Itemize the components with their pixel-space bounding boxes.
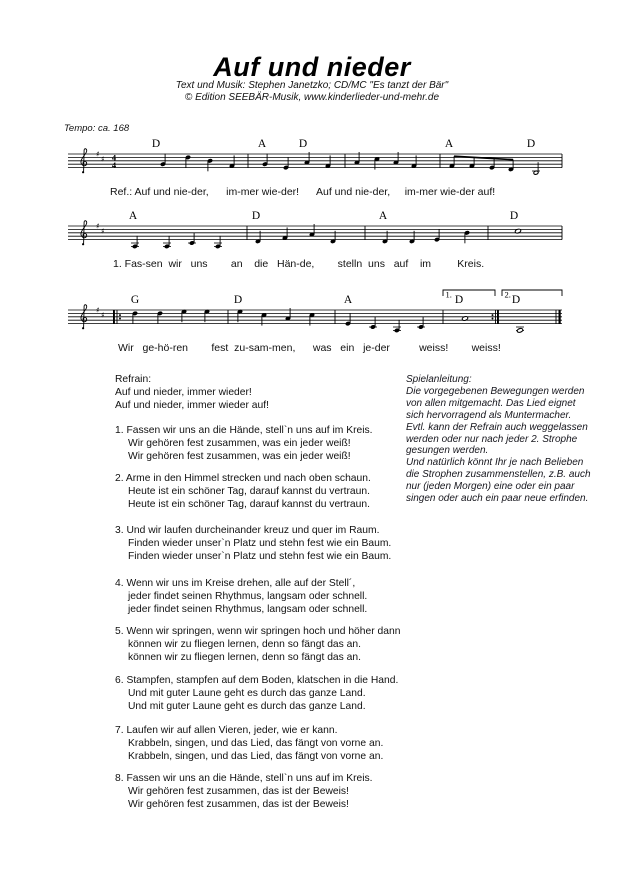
verse-line: 8. Fassen wir uns an die Hände, stell`n uns auf im Kreis. (115, 773, 373, 784)
note (464, 231, 469, 244)
final-barline (559, 310, 561, 324)
note (393, 320, 401, 333)
verse-line: 4. Wenn wir uns im Kreise drehen, alle auf der Stell´, (115, 578, 356, 589)
verse-line: jeder findet seinen Rhythmus, langsam oder schnell. (128, 604, 368, 615)
note (345, 313, 350, 326)
treble-clef-icon (82, 243, 84, 245)
play-instructions-line: gesungen werden. (406, 445, 489, 457)
play-instructions-line: sich hervorragend als Muntermacher. (406, 409, 572, 421)
treble-clef-icon (81, 221, 87, 244)
time-signature-numerator: 4 (111, 152, 117, 163)
staff-1-lyrics: Ref.: Auf und nie-der, im-mer wie-der! Auf und nie-der, im-mer wie-der auf! (110, 186, 496, 198)
play-instructions-line: die Strophen zusammenstellen, z.B. auch (406, 469, 591, 481)
play-instructions-line: Und natürlich könnt Ihr je nach Belieben (406, 457, 584, 469)
note (434, 229, 439, 242)
verse-line: 6. Stampfen, stampfen auf dem Boden, klatschen in die Hand. (115, 675, 399, 686)
verse-block (115, 524, 425, 563)
verse-line: Finden wieder unser`n Platz und stehn fest wie ein Baum. (128, 551, 392, 562)
chord-symbol: D (151, 138, 161, 150)
sharp-sign: ♯ (101, 226, 105, 236)
verse-line: 5. Wenn wir springen, wenn wir springen hoch und höher dann (115, 626, 401, 637)
note (157, 311, 162, 324)
begin-repeat-bar (113, 310, 115, 324)
verse-block (115, 625, 425, 664)
play-instructions-title: Spielanleitung: (406, 374, 472, 385)
note (207, 159, 212, 172)
verse-block (115, 772, 425, 811)
chord-symbol: G (130, 294, 140, 306)
verse-line: 2. Arme in den Himmel strecken und nach oben schaun. (115, 473, 371, 484)
refrain-block (115, 373, 269, 412)
staff-3-lyrics: Wir ge-hö-ren fest zu-sam-men, was ein je-der weiss! weiss! (118, 342, 501, 354)
beam (454, 155, 513, 160)
credit-line-1: Text und Musik: Stephen Janetzko; CD/MC "Es tanzt der Bär" (175, 80, 449, 91)
verse-block (115, 724, 425, 763)
verse-line: Krabbeln, singen, und das Lied, das fängt von vorne an. (128, 751, 384, 762)
note (131, 236, 139, 249)
treble-clef-icon (81, 305, 87, 328)
verse-line: Und mit guter Laune geht es durch das ganze Land. (128, 688, 366, 699)
tempo-marking: Tempo: ca. 168 (64, 123, 130, 134)
note (369, 317, 377, 330)
chord-symbol: D (526, 138, 536, 150)
volta-number: 1. (445, 289, 452, 300)
note (417, 317, 425, 330)
song-title: Auf und nieder (213, 52, 411, 82)
chord-symbol: D (509, 210, 519, 222)
verse-line: Heute ist ein schöner Tag, darauf kannst du vertraun. (128, 486, 370, 497)
verse-block (115, 424, 425, 463)
note (283, 157, 288, 170)
note (516, 327, 524, 333)
verse-line: 3. Und wir laufen durcheinander kreuz und quer im Raum. (115, 525, 380, 536)
note (188, 233, 196, 246)
verse-block (115, 577, 425, 616)
note (160, 154, 165, 167)
chord-symbol: A (257, 138, 267, 150)
note (185, 155, 190, 168)
verse-line: können wir zu fliegen lernen, denn so fängt das an. (128, 652, 361, 663)
refrain-line: Auf und nieder, immer wieder! (115, 387, 252, 398)
play-instructions-line: nur (jeden Morgen) eine oder ein paar (406, 481, 575, 493)
play-instructions-line: Die vorgegebenen Bewegungen werden (406, 385, 585, 397)
sharp-sign: ♯ (101, 310, 105, 320)
repeat-dot (119, 314, 121, 316)
chord-symbol: D (251, 210, 261, 222)
verse-line: Krabbeln, singen, und das Lied, das fängt von vorne an. (128, 738, 384, 749)
play-instructions-line: Evtl. kann der Refrain auch weggelassen (406, 421, 588, 433)
verse-block (115, 472, 425, 511)
verse-line: Finden wieder unser`n Platz und stehn fest wie ein Baum. (128, 538, 392, 549)
play-instructions (406, 374, 611, 505)
repeat-dot (492, 314, 494, 316)
repeat-dot (492, 318, 494, 320)
chord-symbol: D (511, 294, 521, 306)
sharp-sign: ♯ (96, 149, 100, 159)
sharp-sign: ♯ (101, 154, 105, 164)
verse-line: können wir zu fliegen lernen, denn so fängt das an. (128, 639, 361, 650)
chord-symbol: A (378, 210, 388, 222)
chord-symbol: A (343, 294, 353, 306)
verse-line: 1. Fassen wir uns an die Hände, stell`n uns auf im Kreis. (115, 425, 373, 436)
chord-symbol: D (298, 138, 308, 150)
verse-line: Wir gehören fest zusammen, was ein jeder weiß! (128, 438, 351, 449)
note (132, 311, 137, 324)
chord-symbol: D (233, 294, 243, 306)
treble-clef-icon (81, 149, 87, 172)
verse-line: Wir gehören fest zusammen, das ist der Beweis! (128, 799, 349, 810)
music-notation (0, 0, 624, 370)
sharp-sign: ♯ (96, 305, 100, 315)
play-instructions-line: werden oder nur nach jeder 2. Strophe (406, 433, 578, 445)
chord-symbol: D (454, 294, 464, 306)
time-signature-denominator: 4 (111, 159, 117, 170)
play-instructions-line: singen oder auch ein paar neue erfinden. (406, 493, 589, 505)
note (262, 154, 267, 167)
note (163, 236, 171, 249)
chord-symbol: A (128, 210, 138, 222)
refrain-line: Auf und nieder, immer wieder auf! (115, 400, 269, 411)
verse-line: 7. Laufen wir auf allen Vieren, jeder, wie er kann. (115, 725, 338, 736)
verse-line: Wir gehören fest zusammen, das ist der Beweis! (128, 786, 349, 797)
verse-line: Heute ist ein schöner Tag, darauf kannst du vertraun. (128, 499, 370, 510)
treble-clef-icon (82, 327, 84, 329)
play-instructions-line: von allen mitgemacht. Das Lied eignet (406, 397, 576, 409)
verse-block (115, 674, 425, 713)
volta-number: 2. (504, 289, 511, 300)
chord-symbol: A (444, 138, 454, 150)
verse-line: Und mit guter Laune geht es durch das ganze Land. (128, 701, 366, 712)
repeat-dot (119, 318, 121, 320)
note-head (517, 328, 524, 333)
end-repeat-bar (497, 310, 499, 324)
credit-line-2: © Edition SEEBÄR-Musik, www.kinderlieder-und-mehr.de (184, 92, 440, 103)
verse-line: Wir gehören fest zusammen, was ein jeder weiß! (128, 451, 351, 462)
staff-2-lyrics: 1. Fas-sen wir uns an die Hän-de, stelln uns auf im Kreis. (113, 258, 485, 270)
treble-clef-icon (82, 171, 84, 173)
verse-line: jeder findet seinen Rhythmus, langsam oder schnell. (128, 591, 368, 602)
note (214, 236, 222, 249)
refrain-title: Refrain: (115, 374, 152, 385)
sharp-sign: ♯ (96, 221, 100, 231)
